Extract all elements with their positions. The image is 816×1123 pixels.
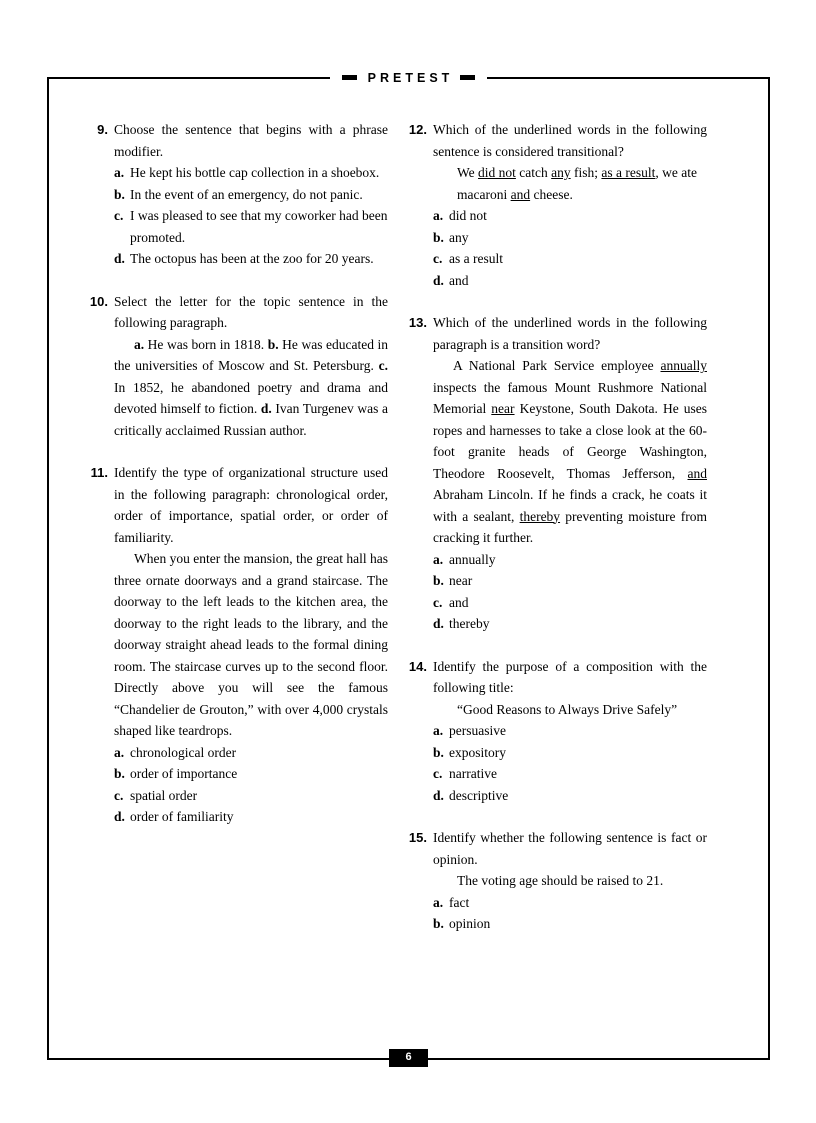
questions-area: [86, 119, 707, 956]
question-passage: [114, 548, 388, 742]
underlined-word: and: [687, 465, 707, 481]
option-text: In the event of an emergency, do not panic.: [130, 186, 363, 202]
option-letter: d.: [114, 809, 125, 824]
question-stem: Which of the underlined words in the following sentence is considered transitional?: [433, 122, 707, 159]
bold-label: d.: [260, 401, 272, 416]
question-body: [433, 656, 707, 807]
answer-options: [433, 205, 707, 291]
question-passage: [433, 355, 707, 549]
option-letter: d.: [114, 251, 125, 266]
question: [86, 462, 388, 828]
answer-option: [114, 162, 388, 184]
text-run: , we ate macaroni: [457, 165, 698, 202]
question-body: [114, 291, 388, 442]
answer-option: [433, 892, 707, 914]
text-run: cheese.: [530, 186, 573, 202]
question-number: 15.: [408, 830, 427, 845]
answer-options: [433, 892, 707, 935]
answer-option: [433, 720, 707, 742]
question: [86, 291, 388, 442]
question-passage: [457, 870, 707, 892]
option-letter: c.: [114, 208, 124, 223]
text-run: When you enter the mansion, the great hall has three ornate doorways and a grand staircase. The doorway to the left leads to the kitchen area, the doorway to the right leads to the library, and the doorway straight ahead leads to the formal dining room. The staircase curves up to the second floor. Directly above you will see the famous “Chandelier de Grouton,” with over 4,000 crystals shaped like teardrops.: [114, 551, 388, 738]
option-text: narrative: [449, 766, 497, 781]
option-letter: d.: [433, 787, 444, 803]
answer-option: [114, 763, 388, 785]
option-letter: c.: [433, 594, 443, 610]
question-body: [114, 119, 388, 270]
question-passage: [457, 162, 707, 205]
question-body: [433, 827, 707, 935]
underlined-word: near: [491, 401, 515, 416]
option-text: persuasive: [449, 723, 506, 738]
option-letter: a.: [433, 894, 444, 910]
question-body: [433, 312, 707, 635]
option-text: I was pleased to see that my coworker had been promoted.: [130, 208, 388, 245]
option-text: descriptive: [449, 787, 509, 803]
page-number-badge: [389, 1049, 427, 1067]
text-run: “Good Reasons to Always Drive Safely”: [457, 701, 678, 717]
question-stem: Which of the underlined words in the following paragraph is a transition word?: [433, 315, 707, 352]
option-text: thereby: [449, 616, 490, 631]
question-body: [114, 462, 388, 828]
answer-option: [433, 742, 707, 764]
answer-option: [114, 742, 388, 764]
answer-option: [433, 785, 707, 807]
question: [405, 827, 707, 935]
underlined-word: and: [510, 186, 531, 202]
question-number: 9.: [97, 122, 108, 137]
option-letter: a.: [114, 165, 125, 180]
question-body: [433, 119, 707, 291]
bold-label: b.: [267, 336, 279, 352]
option-letter: a.: [433, 723, 444, 738]
answer-option: [114, 806, 388, 828]
answer-option: [433, 613, 707, 635]
option-text: near: [449, 573, 473, 588]
option-letter: d.: [433, 616, 444, 631]
question-stem: Identify whether the following sentence is fact or opinion.: [433, 830, 707, 867]
option-text: The octopus has been at the zoo for 20 years.: [130, 251, 374, 266]
answer-options: [114, 162, 388, 270]
answer-options: [433, 720, 707, 806]
option-text: chronological order: [130, 744, 237, 760]
header-label: [330, 69, 488, 86]
text-run: Abraham Lincoln. If he finds a crack, he coats it with a sealant,: [433, 487, 707, 524]
page-header: [47, 69, 770, 86]
underlined-word: any: [551, 165, 571, 180]
answer-option: [433, 205, 707, 227]
question: [405, 119, 707, 291]
text-run: He was born in 1818.: [144, 336, 268, 352]
text-run: preventing moisture from cracking it further.: [433, 508, 707, 545]
answer-option: [433, 270, 707, 292]
option-letter: c.: [433, 251, 443, 266]
bold-label: a.: [134, 336, 145, 352]
question-number: 12.: [408, 122, 427, 137]
option-letter: b.: [114, 766, 125, 781]
option-letter: a.: [114, 744, 125, 760]
answer-option: [114, 248, 388, 270]
page-number: 6: [405, 1051, 412, 1063]
header-title: PRETEST: [367, 70, 454, 85]
text-run: catch: [515, 165, 552, 180]
text-run: Keystone, South Dakota. He uses ropes and harnesses to take a close look at the 60-foot granite heads of George Washington, Theodore Roosevelt, Thomas Jefferson,: [433, 401, 707, 481]
option-text: order of familiarity: [130, 809, 234, 824]
text-run: In 1852, he abandoned poetry and drama and devoted himself to fiction.: [114, 379, 388, 416]
option-text: annually: [449, 551, 496, 567]
answer-option: [433, 763, 707, 785]
question-stem: Identify the purpose of a composition with the following title:: [433, 658, 707, 695]
question: [405, 312, 707, 635]
option-letter: b.: [433, 229, 444, 245]
left-column: [86, 119, 388, 956]
question-stem: Select the letter for the topic sentence in the following paragraph.: [114, 293, 388, 330]
question-stem: Identify the type of organizational structure used in the following paragraph: chronological order, order of importance, spatial order, or order of familiarity.: [114, 465, 388, 545]
underlined-word: did not: [478, 165, 516, 180]
question-number: 13.: [408, 315, 427, 330]
question-number: 14.: [408, 658, 427, 674]
answer-option: [114, 785, 388, 807]
text-run: inspects the famous Mount Rushmore National Memorial: [433, 379, 707, 416]
option-text: and: [449, 594, 469, 610]
question-passage: [114, 334, 388, 442]
option-letter: b.: [433, 916, 444, 931]
bold-label: c.: [378, 358, 388, 373]
option-letter: a.: [433, 208, 444, 223]
option-letter: a.: [433, 551, 444, 567]
text-run: fish;: [570, 165, 602, 180]
answer-options: [114, 742, 388, 828]
answer-option: [433, 592, 707, 614]
answer-option: [433, 913, 707, 935]
option-letter: b.: [114, 186, 125, 202]
option-text: as a result: [449, 251, 503, 266]
option-letter: b.: [433, 744, 444, 760]
option-text: opinion: [449, 916, 491, 931]
underlined-word: thereby: [519, 508, 561, 524]
text-run: He was educated in the universities of Moscow and St. Petersburg.: [114, 336, 388, 373]
option-letter: d.: [433, 272, 444, 288]
option-text: order of importance: [130, 766, 238, 781]
option-text: any: [449, 229, 469, 245]
text-run: A National Park Service employee: [453, 358, 661, 373]
underlined-word: as a result: [601, 165, 656, 180]
text-run: The voting age should be raised to 21.: [457, 873, 664, 888]
option-letter: b.: [433, 573, 444, 588]
header-rule-right: [460, 75, 475, 80]
option-text: did not: [449, 208, 487, 223]
option-text: spatial order: [130, 787, 198, 803]
option-text: and: [449, 272, 469, 288]
question-stem: Choose the sentence that begins with a phrase modifier.: [114, 122, 388, 159]
right-column: [405, 119, 707, 956]
text-run: We: [457, 165, 479, 180]
answer-option: [114, 205, 388, 248]
question-passage: [457, 699, 707, 721]
answer-option: [433, 549, 707, 571]
answer-options: [433, 549, 707, 635]
option-text: expository: [449, 744, 506, 760]
answer-option: [433, 227, 707, 249]
option-text: He kept his bottle cap collection in a shoebox.: [130, 165, 380, 180]
question: [405, 656, 707, 807]
option-letter: c.: [433, 766, 443, 781]
underlined-word: annually: [660, 358, 707, 373]
text-run: Ivan Turgenev was a critically acclaimed Russian author.: [114, 401, 388, 438]
answer-option: [433, 570, 707, 592]
option-letter: c.: [114, 787, 124, 803]
question-number: 11.: [90, 465, 108, 480]
page-footer: [47, 1049, 770, 1067]
option-text: fact: [449, 894, 470, 910]
answer-option: [433, 248, 707, 270]
header-rule-left: [342, 75, 357, 80]
question-number: 10.: [89, 293, 108, 309]
answer-option: [114, 184, 388, 206]
question: [86, 119, 388, 270]
